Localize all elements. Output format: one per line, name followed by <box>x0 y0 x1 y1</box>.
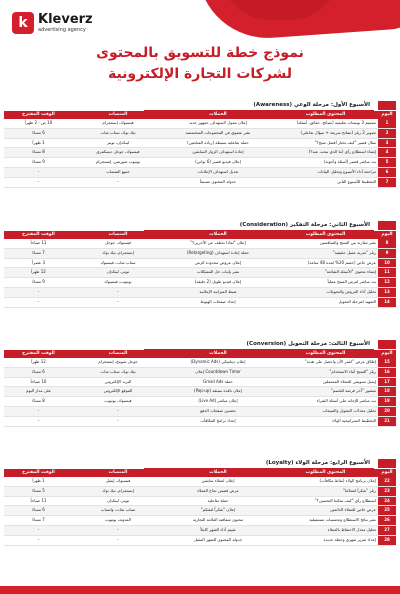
day-number: 24 <box>378 496 396 506</box>
section-accent-bar <box>378 340 396 349</box>
day-number: 25 <box>378 506 396 516</box>
day-number: 19 <box>378 397 396 407</box>
time-cell: 9 مساءً <box>4 278 73 288</box>
time-cell: - <box>4 535 73 545</box>
content-cell: إعلان برنامج الولاء (نقاط مكافآت) <box>273 477 378 486</box>
week-section-4 <box>4 458 396 546</box>
column-header-content: المحتوى المطلوب <box>273 350 378 358</box>
table-row <box>4 258 396 268</box>
content-cell: تصميم 3 بوستات تعليمية (نصائح، حقائق، أسئلة) <box>273 119 378 128</box>
campaign-cell: إعداد برامج المكافآت <box>163 416 273 426</box>
week-section-title: الأسبوع الثالث: مرحلة التحويل (Conversion) <box>144 339 374 350</box>
time-cell: 12 ظهراً <box>4 268 73 278</box>
day-number: 4 <box>378 148 396 158</box>
platform-cell: سناب شات، واتساب <box>73 506 163 516</box>
content-cell: التخطيط للأسبوع الثاني <box>273 177 378 187</box>
day-number: 23 <box>378 486 396 496</box>
campaign-cell: نشر بإثبات حل المشكلات <box>163 268 273 278</box>
campaign-cell: إعلان "شكراً لثقتكم" <box>163 506 273 516</box>
column-header-content: المحتوى المطلوب <box>273 469 378 477</box>
column-header-time: الوقت المقترح <box>4 350 73 358</box>
day-number: 5 <box>378 158 396 168</box>
content-cell: تحليل معدل الاحتفاظ بالعملاء <box>273 525 378 535</box>
platform-cell: فيسبوك، يوتيوب <box>73 397 163 407</box>
content-cell: ريلز "المنتج أثناء الاستخدام" <box>273 367 378 377</box>
table-row <box>4 387 396 397</box>
campaign-cell: إعلان لعملاء سابقين <box>163 477 273 486</box>
content-cell: عرض خاص للعملاء الدائمين <box>273 506 378 516</box>
content-cell: إنشاء محتوى "الأسئلة الشائعة" <box>273 268 378 278</box>
table-row <box>4 119 396 128</box>
campaign-cell: إعلان فيديو قصير (6 ثواني) <box>163 158 273 168</box>
platform-cell: - <box>73 406 163 416</box>
week-section-3 <box>4 339 396 427</box>
platform-cell: لينكدإن، تويتر <box>73 138 163 148</box>
column-header-time: الوقت المقترح <box>4 469 73 477</box>
platform-cell: الموقع الإلكتروني <box>73 387 163 397</box>
column-header-platforms: المنصات <box>73 111 163 119</box>
table-row <box>4 535 396 545</box>
platform-cell: إنستجرام، تيك توك <box>73 486 163 496</box>
header <box>0 0 400 100</box>
table-row <box>4 358 396 367</box>
column-header-day: اليوم <box>378 469 396 477</box>
column-header-campaigns: الحملات <box>163 111 273 119</box>
table-row <box>4 367 396 377</box>
day-number: 16 <box>378 367 396 377</box>
section-accent-bar <box>378 459 396 468</box>
campaign-cell: حملة إعادة استهداف (Retargeting) <box>163 248 273 258</box>
platform-cell: تويتر، لينكدإن <box>73 268 163 278</box>
column-header-content: المحتوى المطلوب <box>273 231 378 239</box>
logo-mark-icon: k <box>12 12 34 34</box>
day-number: 26 <box>378 516 396 526</box>
column-header-campaigns: الحملات <box>163 350 273 358</box>
day-number: 12 <box>378 278 396 288</box>
table-row <box>4 128 396 138</box>
platform-cell: فيسبوك، جوجل ديسكفري <box>73 148 163 158</box>
table-row <box>4 496 396 506</box>
day-number: 27 <box>378 525 396 535</box>
plan-table <box>4 350 396 427</box>
platform-cell: البريد الإلكتروني <box>73 377 163 387</box>
column-header-campaigns: الحملات <box>163 469 273 477</box>
table-row <box>4 138 396 148</box>
content-cell: مقال قصير "كيف تختار أفضل منتج؟" <box>273 138 378 148</box>
time-cell: - <box>4 297 73 307</box>
campaign-cell: نشر عضوي في المجموعات المتخصصة <box>163 128 273 138</box>
week-section-title: الأسبوع الأول: مرحلة الوعي (Awareness) <box>144 100 374 111</box>
platform-cell: جميع المنصات <box>73 167 163 177</box>
table-row <box>4 506 396 516</box>
day-number: 3 <box>378 138 396 148</box>
platform-cell: - <box>73 177 163 187</box>
content-cell: منشور "آخر فرصة للخصم" <box>273 387 378 397</box>
section-accent-bar <box>378 101 396 110</box>
time-cell: - <box>4 167 73 177</box>
day-number: 2 <box>378 128 396 138</box>
day-number: 22 <box>378 477 396 486</box>
content-cell: بث مباشر لعرض المنتج عملياً <box>273 278 378 288</box>
column-header-day: اليوم <box>378 231 396 239</box>
time-cell: - <box>4 287 73 297</box>
campaign-cell: إعلان فيديو طويل (2 دقيقة) <box>163 278 273 288</box>
plan-table <box>4 469 396 546</box>
campaign-cell: إعلان ممول لاستهداف جمهور جديد <box>163 119 273 128</box>
content-cell: تحليل أداء العروض والتحويلات <box>273 287 378 297</box>
campaign-cell: محتوى شفافية العلامة التجارية <box>163 516 273 526</box>
time-cell: 10 صباحاً <box>4 377 73 387</box>
time-cell: 1 ظهراً <box>4 138 73 148</box>
platform-cell: يوتيوب، فيسبوك <box>73 278 163 288</box>
week-section-2 <box>4 220 396 308</box>
table-row <box>4 486 396 496</box>
week-section-title: الأسبوع الرابع: مرحلة الولاء (Loyalty) <box>144 458 374 469</box>
time-cell: - <box>4 525 73 535</box>
page-title-line1: نموذج خطة للتسويق بالمحتوى <box>96 45 304 61</box>
content-cell: تصوير 2 ريلز (نصائح سريعة + سؤال تفاعلي) <box>273 128 378 138</box>
column-header-platforms: المنصات <box>73 231 163 239</box>
day-number: 7 <box>378 177 396 187</box>
day-number: 17 <box>378 377 396 387</box>
time-cell: 3 عصراً <box>4 258 73 268</box>
day-number: 18 <box>378 387 396 397</box>
platform-cell: سناب شات، فيسبوك <box>73 258 163 268</box>
platform-cell: إنستجرام، تيك توك <box>73 248 163 258</box>
column-header-day: اليوم <box>378 111 396 119</box>
content-cell: ريلز "شكراً لعملائنا" <box>273 486 378 496</box>
platform-cell: - <box>73 297 163 307</box>
day-number: 9 <box>378 248 396 258</box>
platform-cell: يوتيوب شورتس، إنستجرام <box>73 158 163 168</box>
campaign-cell: تقييم أداء الشهر كاملاً <box>163 525 273 535</box>
time-cell: - <box>4 177 73 187</box>
day-number: 13 <box>378 287 396 297</box>
content-cell: التمهيد لمرحلة التحويل <box>273 297 378 307</box>
content-cell: استطلاع رأي "كيف يمكننا التحسين؟" <box>273 496 378 506</box>
time-cell: 7 مساءً <box>4 516 73 526</box>
time-cell: 6 مساءً <box>4 506 73 516</box>
day-number: 15 <box>378 358 396 367</box>
day-number: 21 <box>378 416 396 426</box>
time-cell: 11 صباحاً <box>4 496 73 506</box>
content-cell: تحليل معدلات التحويل والمبيعات <box>273 406 378 416</box>
day-number: 20 <box>378 406 396 416</box>
campaign-cell: إعلان ديناميكي (Dynamic Ads) <box>163 358 273 367</box>
platform-cell: فيسبوك، جوجل <box>73 239 163 248</box>
time-cell: 8 مساءً <box>4 397 73 407</box>
footer-wave <box>0 586 400 594</box>
brand-tagline: advertising agency <box>38 27 86 33</box>
time-cell: 12 ظهراً <box>4 358 73 367</box>
content-cell: نشر نتائج الاستطلاع وتحسينات مستقبلية <box>273 516 378 526</box>
brand-name: Kleverz <box>38 12 93 27</box>
day-number: 14 <box>378 297 396 307</box>
time-cell: 1 ظهراً <box>4 477 73 486</box>
platform-cell: فيسبوك، إنستجرام <box>73 119 163 128</box>
table-row <box>4 406 396 416</box>
content-cell: بث مباشر للإجابة على أسئلة الشراء <box>273 397 378 407</box>
time-cell: - <box>4 406 73 416</box>
column-header-platforms: المنصات <box>73 469 163 477</box>
campaign-cell: حملة Gmail Ads <box>163 377 273 387</box>
plan-table <box>4 231 396 308</box>
table-row <box>4 297 396 307</box>
table-row <box>4 268 396 278</box>
day-number: 10 <box>378 258 396 268</box>
table-row <box>4 516 396 526</box>
campaign-cell: جدولة المحتوى للشهر المقبل <box>163 535 273 545</box>
time-cell: على مدار اليوم <box>4 387 73 397</box>
platform-cell: - <box>73 287 163 297</box>
table-row <box>4 248 396 258</box>
time-cell: 9 مساءً <box>4 158 73 168</box>
content-cell: بث مباشر قصير (أسئلة وأجوبة) <box>273 158 378 168</box>
platform-cell: - <box>73 535 163 545</box>
column-header-platforms: المنصات <box>73 350 163 358</box>
platform-cell: تويتر، لينكدإن <box>73 496 163 506</box>
content-cell: مراجعة أداء الأسبوع وتحليل البيانات <box>273 167 378 177</box>
campaign-cell: عرض قصص نجاح العملاء <box>163 486 273 496</box>
content-cell: إطلاق عرض "اشتر الآن واحصل على هدية" <box>273 358 378 367</box>
plan-table <box>4 111 396 188</box>
table-row <box>4 525 396 535</box>
campaign-cell: إعداد صفحات الهبوط <box>163 297 273 307</box>
table-row <box>4 177 396 187</box>
table-row <box>4 416 396 426</box>
column-header-campaigns: الحملات <box>163 231 273 239</box>
table-row <box>4 278 396 288</box>
campaign-cell: تعديل استهداف الإعلانات <box>163 167 273 177</box>
week-section-1 <box>4 100 396 188</box>
platform-cell: جوجل شوبنج، إنستجرام <box>73 358 163 367</box>
time-cell: 5 مساءً <box>4 486 73 496</box>
content-cell: إيميل تسويقي للعملاء المحتملين <box>273 377 378 387</box>
section-accent-bar <box>378 221 396 230</box>
platform-cell: المدونة، يوتيوب <box>73 516 163 526</box>
column-header-time: الوقت المقترح <box>4 231 73 239</box>
time-cell: 7 مساءً <box>4 248 73 258</box>
table-row <box>4 239 396 248</box>
column-header-content: المحتوى المطلوب <box>273 111 378 119</box>
day-number: 1 <box>378 119 396 128</box>
table-row <box>4 377 396 387</box>
campaign-cell: تحسين صفحات الدفع <box>163 406 273 416</box>
campaign-cell: حملة تفاعلية <box>163 496 273 506</box>
time-cell: 6 مساءً <box>4 128 73 138</box>
campaign-cell: إعلان نافذة منبثقة (Pop-up) <box>163 387 273 397</box>
campaign-cell: إعادة استهداف الزوار السابقين <box>163 148 273 158</box>
column-header-time: الوقت المقترح <box>4 111 73 119</box>
platform-cell: تيك توك، سناب شات <box>73 128 163 138</box>
day-number: 8 <box>378 239 396 248</box>
campaign-cell: حملة تفاعلية بسيطة (زيادة المتابعين) <box>163 138 273 148</box>
time-cell: 6 مساءً <box>4 367 73 377</box>
day-number: 11 <box>378 268 396 278</box>
content-cell: ريلز "تجربة عميل حقيقية" <box>273 248 378 258</box>
content-cell: إنشاء استطلاع رأي (ما الذي تبحث عنه؟) <box>273 148 378 158</box>
time-cell: 10 ص - 2 ظهراً <box>4 119 73 128</box>
platform-cell: - <box>73 416 163 426</box>
page-title-line2: لشركات التجارة الإلكترونية <box>107 66 293 82</box>
campaign-cell: إعلان مباشر (Live Ad) <box>163 397 273 407</box>
table-row <box>4 397 396 407</box>
campaign-cell: إعلان عروض محدودة الزمن <box>163 258 273 268</box>
platform-cell: تيك توك، سناب شات <box>73 367 163 377</box>
campaign-cell: ضبط الميزانية الإعلانية <box>163 287 273 297</box>
content-cell: التخطيط لاستراتيجية الولاء <box>273 416 378 426</box>
week-section-title: الأسبوع الثاني: مرحلة التفكير (Consideration) <box>144 220 374 231</box>
time-cell: 11 صباحاً <box>4 239 73 248</box>
table-row <box>4 477 396 486</box>
campaign-cell: جدولة المحتوى مسبقاً <box>163 177 273 187</box>
table-row <box>4 158 396 168</box>
platform-cell: - <box>73 525 163 535</box>
platform-cell: فيسبوك، إيميل <box>73 477 163 486</box>
table-row <box>4 287 396 297</box>
campaign-cell: إعلان "لماذا نختلف عن الآخرين؟" <box>163 239 273 248</box>
time-cell: - <box>4 416 73 426</box>
content-cell: إعداد تقرير شهري وخطة جديدة <box>273 535 378 545</box>
column-header-day: اليوم <box>378 350 396 358</box>
day-number: 6 <box>378 167 396 177</box>
table-row <box>4 148 396 158</box>
table-row <box>4 167 396 177</box>
time-cell: 8 مساءً <box>4 148 73 158</box>
campaign-cell: Countdown Timer إعلان <box>163 367 273 377</box>
content-cell: عرض خاص (خصم 20% لمدة 48 ساعة) <box>273 258 378 268</box>
brand-logo <box>12 12 93 34</box>
content-cell: نشر مقارنة بين المنتج والمنافسين <box>273 239 378 248</box>
day-number: 28 <box>378 535 396 545</box>
